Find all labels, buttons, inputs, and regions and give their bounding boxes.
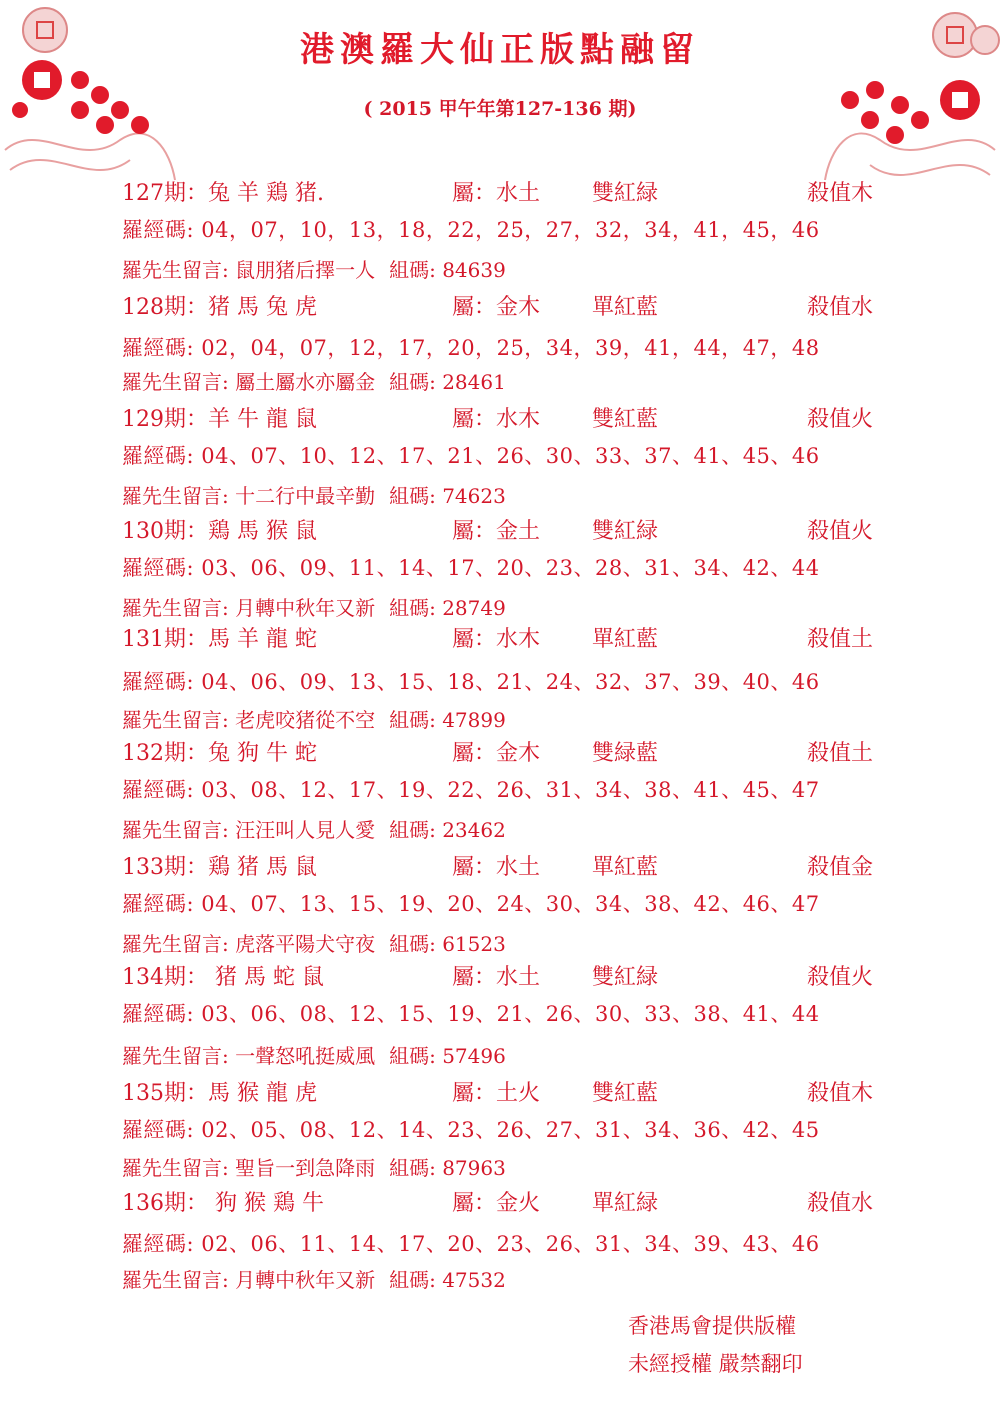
issue-wave: 雙紅緑 [592, 519, 659, 544]
issue-zodiac: 132期：兔 狗 牛 蛇 [122, 741, 317, 766]
issue-wave: 單紅緑 [592, 1191, 659, 1216]
issue-wave: 雙紅緑 [592, 965, 659, 990]
issue-message: 羅先生留言: 虎落平陽犬守夜 [122, 932, 376, 956]
issue-kill: 殺值火 [807, 519, 874, 544]
issue-numbers: 羅經碼: 04、07、13、15、19、20、24、30、34、38、42、46、47 [122, 892, 820, 916]
copyright-line: 香港馬會提供版權 [628, 1314, 796, 1338]
issue-zodiac: 130期：鶏 馬 猴 鼠 [122, 519, 317, 544]
issue-numbers: 羅經碼: 02，04，07，12，17，20，25，34，39，41，44，47，48 [122, 336, 820, 360]
issue-kill: 殺值土 [807, 741, 874, 766]
issue-kill: 殺值水 [807, 1191, 874, 1216]
issue-code: 組碼: 87963 [389, 1156, 506, 1180]
issue-numbers: 羅經碼: 03、06、09、11、14、17、20、23、28、31、34、42、44 [122, 556, 820, 580]
issue-numbers: 羅經碼: 03、08、12、17、19、22、26、31、34、38、41、45、47 [122, 778, 820, 802]
issue-zodiac: 133期：鶏 猪 馬 鼠 [122, 855, 317, 880]
issue-attribute: 屬：水土 [452, 855, 541, 880]
issue-code: 組碼: 57496 [389, 1044, 506, 1068]
issue-code: 組碼: 23462 [389, 818, 506, 842]
issue-wave: 雙紅藍 [592, 1081, 659, 1106]
issue-code: 組碼: 61523 [389, 932, 506, 956]
issue-attribute: 屬：金土 [452, 519, 541, 544]
issue-wave: 單紅藍 [592, 295, 659, 320]
issue-code: 組碼: 47532 [389, 1268, 506, 1292]
issue-wave: 單紅藍 [592, 627, 659, 652]
issue-attribute: 屬：金木 [452, 741, 541, 766]
issue-message: 羅先生留言: 屬土屬水亦屬金 [122, 370, 376, 394]
issue-kill: 殺值木 [807, 181, 874, 206]
issue-message: 羅先生留言: 老虎咬猪從不空 [122, 708, 376, 732]
issue-numbers: 羅經碼: 04、07、10、12、17、21、26、30、33、37、41、45、46 [122, 444, 820, 468]
issue-numbers: 羅經碼: 04，07，10，13，18，22，25，27，32，34，41，45，46 [122, 218, 820, 242]
issue-zodiac: 128期：猪 馬 兔 虎 [122, 295, 317, 320]
issue-zodiac: 136期： 狗 猴 鶏 牛 [122, 1191, 324, 1216]
issue-attribute: 屬：水土 [452, 965, 541, 990]
reproduction-warning: 未經授權 嚴禁翻印 [628, 1352, 803, 1376]
issue-code: 組碼: 47899 [389, 708, 506, 732]
issue-message: 羅先生留言: 一聲怒吼挺威風 [122, 1044, 376, 1068]
issue-attribute: 屬：金火 [452, 1191, 541, 1216]
issue-numbers: 羅經碼: 02、06、11、14、17、20、23、26、31、34、39、43、46 [122, 1232, 820, 1256]
issue-wave: 雙紅藍 [592, 407, 659, 432]
issue-zodiac: 129期：羊 牛 龍 鼠 [122, 407, 317, 432]
issue-zodiac: 135期：馬 猴 龍 虎 [122, 1081, 317, 1106]
issue-wave: 單紅藍 [592, 855, 659, 880]
issue-message: 羅先生留言: 月轉中秋年又新 [122, 1268, 376, 1292]
issue-attribute: 屬：土火 [452, 1081, 541, 1106]
issue-attribute: 屬：水木 [452, 407, 541, 432]
issue-message: 羅先生留言: 月轉中秋年又新 [122, 596, 376, 620]
issue-kill: 殺值火 [807, 407, 874, 432]
issue-kill: 殺值水 [807, 295, 874, 320]
issue-code: 組碼: 74623 [389, 484, 506, 508]
issue-zodiac: 134期： 猪 馬 蛇 鼠 [122, 965, 324, 990]
issue-message: 羅先生留言: 聖旨一到急降雨 [122, 1156, 376, 1180]
issue-code: 組碼: 84639 [389, 258, 506, 282]
issue-code: 組碼: 28749 [389, 596, 506, 620]
issue-numbers: 羅經碼: 04、06、09、13、15、18、21、24、32、37、39、40、46 [122, 670, 820, 694]
issue-attribute: 屬：水木 [452, 627, 541, 652]
issue-wave: 雙緑藍 [592, 741, 659, 766]
issue-attribute: 屬：金木 [452, 295, 541, 320]
issue-numbers: 羅經碼: 03、06、08、12、15、19、21、26、30、33、38、41、44 [122, 1002, 820, 1026]
page-title: 港澳羅大仙正版點融留 [300, 30, 700, 70]
issue-attribute: 屬：水土 [452, 181, 541, 206]
issue-kill: 殺值金 [807, 855, 874, 880]
issue-message: 羅先生留言: 十二行中最辛勤 [122, 484, 376, 508]
issue-message: 羅先生留言: 鼠朋猪后擇一人 [122, 258, 376, 282]
issue-zodiac: 127期：兔 羊 鶏 猪. [122, 181, 324, 206]
issue-wave: 雙紅緑 [592, 181, 659, 206]
issue-kill: 殺值土 [807, 627, 874, 652]
issue-zodiac: 131期：馬 羊 龍 蛇 [122, 627, 317, 652]
page-subtitle: ( 2015 甲午年第127-136 期) [363, 98, 637, 120]
issue-message: 羅先生留言: 汪汪叫人見人愛 [122, 818, 376, 842]
issue-code: 組碼: 28461 [389, 370, 506, 394]
issue-kill: 殺值木 [807, 1081, 874, 1106]
issue-numbers: 羅經碼: 02、05、08、12、14、23、26、27、31、34、36、42、45 [122, 1118, 820, 1142]
issue-kill: 殺值火 [807, 965, 874, 990]
